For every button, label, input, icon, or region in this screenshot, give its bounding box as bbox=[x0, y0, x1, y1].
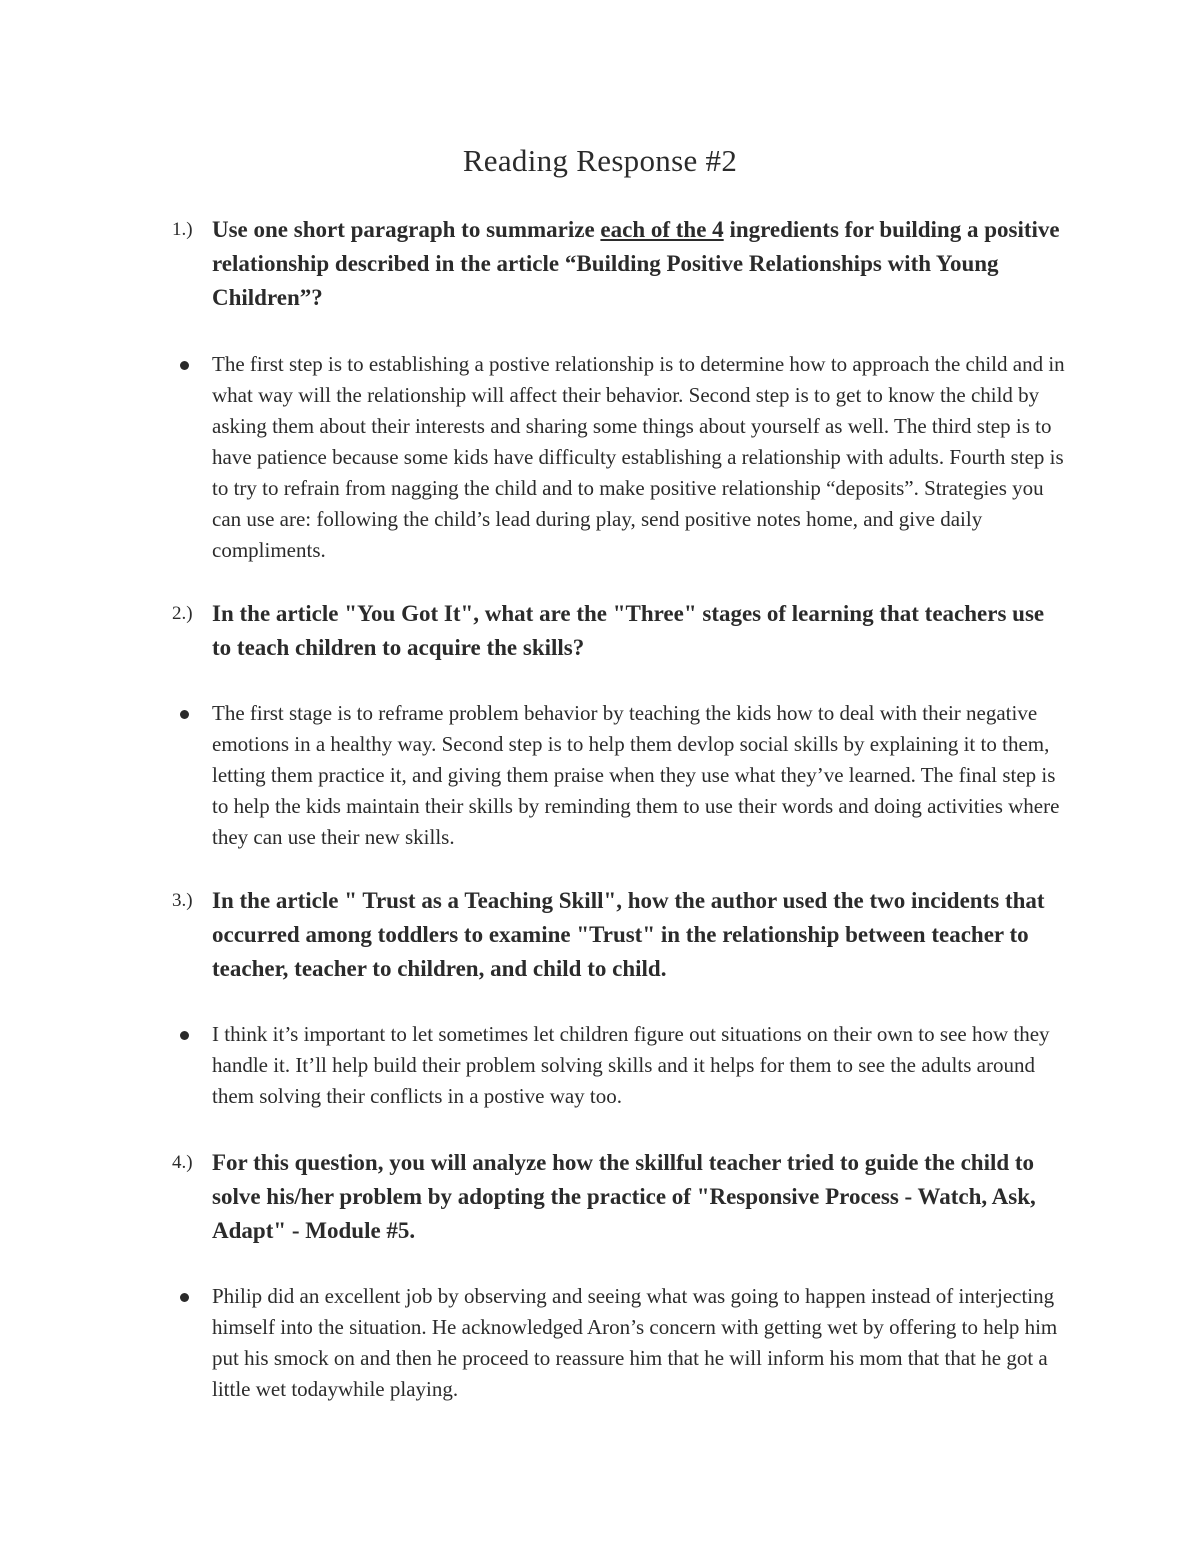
question-text: In the article " Trust as a Teaching Skill", how the author used the two incidents that occurred among toddlers to examine "Trust" in the relationship between teacher to teacher, teacher to children, and child to child. bbox=[212, 888, 1045, 981]
question-number: 1.) bbox=[172, 219, 193, 240]
bullet-icon bbox=[180, 1293, 189, 1302]
question-3 bbox=[172, 884, 1072, 986]
bullet-icon bbox=[180, 361, 189, 370]
answer-text: The first stage is to reframe problem behavior by teaching the kids how to deal with their negative emotions in a healthy way. Second step is to help them devlop social skills by explaining it to them, letting them practice it, and giving them praise when they use what they’ve learned. The final step is to help the kids maintain their skills by reminding them to use their words and doing activities where they can use their new skills. bbox=[212, 701, 1060, 849]
answer-2 bbox=[172, 698, 1072, 858]
answer-text: The first step is to establishing a postive relationship is to determine how to approach the child and in what way will the relationship will affect their behavior. Second step is to get to know the child by asking them about their interests and sharing some things about yourself as well. The third step is to have patience because some kids have difficulty establishing a relationship with adults. Fourth step is to try to refrain from nagging the child and to make positive relationship “deposits”. Strategies you can use are: following the child’s lead during play, send positive notes home, and give daily compliments. bbox=[212, 352, 1065, 562]
question-number: 4.) bbox=[172, 1152, 193, 1173]
bullet-icon bbox=[180, 1031, 189, 1040]
bullet-icon bbox=[180, 710, 189, 719]
page-title: Reading Response #2 bbox=[462, 143, 738, 178]
question-text: In the article "You Got It", what are the "Three" stages of learning that teachers use to teach children to acquire the skills? bbox=[212, 601, 1045, 660]
question-4 bbox=[172, 1146, 1072, 1248]
question-2 bbox=[172, 597, 1072, 665]
question-text-part: Use one short paragraph to summarize bbox=[212, 217, 601, 242]
question-emphasis: each of the 4 bbox=[600, 217, 724, 242]
answer-3 bbox=[172, 1019, 1072, 1115]
question-number: 2.) bbox=[172, 603, 193, 624]
question-text-part: ingredients for building a positive relationship described in the article “Building Positive Relationships with Young Children”? bbox=[212, 217, 1060, 310]
question-text bbox=[212, 213, 1062, 315]
answer-4 bbox=[172, 1281, 1072, 1409]
question-text: For this question, you will analyze how the skillful teacher tried to guide the child to solve his/her problem by adopting the practice of "Responsive Process - Watch, Ask, Adapt" - Module #5. bbox=[212, 1150, 1036, 1243]
answer-text: Philip did an excellent job by observing and seeing what was going to happen instead of interjecting himself into the situation. He acknowledged Aron’s concern with getting wet by offering to help him put his smock on and then he proceed to reassure him that he will inform his mom that that he got a little wet todaywhile playing. bbox=[212, 1284, 1058, 1401]
answer-text: I think it’s important to let sometimes let children figure out situations on their own to see how they handle it. It’ll help build their problem solving skills and it helps for them to see the adults around them solving their conflicts in a postive way too. bbox=[212, 1022, 1050, 1108]
question-1 bbox=[172, 213, 1072, 315]
answer-1 bbox=[172, 349, 1072, 569]
question-number: 3.) bbox=[172, 890, 193, 911]
